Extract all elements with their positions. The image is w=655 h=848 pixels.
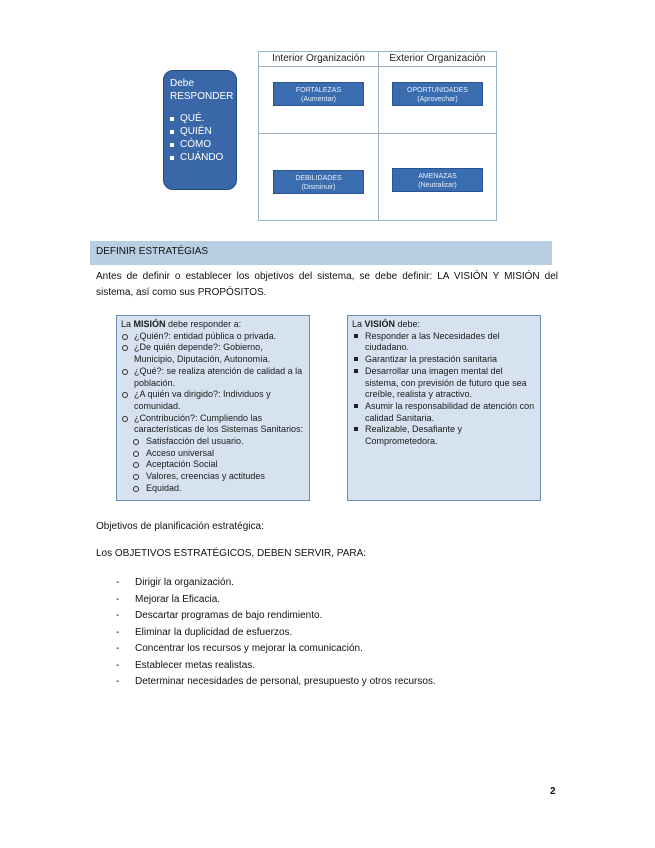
mission-subitem: Acceso universal bbox=[121, 448, 305, 460]
debilidades-box bbox=[273, 170, 364, 194]
swot-header-exterior: Exterior Organización bbox=[379, 52, 496, 67]
mission-item: ¿Contribución?: Cumpliendo las características de los Sistemas Sanitarios: bbox=[121, 413, 305, 436]
objective-item: - Mejorar la Eficacia. bbox=[116, 592, 436, 609]
section-header: DEFINIR ESTRATÉGIAS bbox=[90, 241, 552, 265]
swot-divider-horizontal bbox=[259, 133, 496, 134]
mission-item: ¿A quién va dirigido?: Individuos y comunidad. bbox=[121, 389, 305, 412]
fortalezas-sub: (Aumentar) bbox=[300, 96, 336, 103]
objective-item: - Eliminar la duplicidad de esfuerzos. bbox=[116, 625, 436, 642]
vision-item: Realizable, Desafiante y Comprometedora. bbox=[352, 424, 536, 447]
mission-subitem: Equidad. bbox=[121, 483, 305, 495]
mission-item: ¿Quién?: entidad pública o privada. bbox=[121, 331, 305, 343]
intro-paragraph bbox=[96, 269, 558, 301]
vision-item: Garantizar la prestación sanitaria bbox=[352, 354, 536, 366]
vision-lead-a: La bbox=[352, 319, 365, 329]
mission-item: ¿Qué?: se realiza atención de calidad a la población. bbox=[121, 366, 305, 389]
swot-matrix bbox=[258, 51, 497, 221]
respond-item: CUÁNDO bbox=[170, 151, 230, 164]
oportunidades-sub: (Aprovechar) bbox=[417, 96, 458, 103]
objectives-lead: Los OBJETIVOS ESTRATÉGICOS, DEBEN SERVIR, PARA: bbox=[96, 548, 367, 559]
fortalezas-title: FORTALEZAS bbox=[295, 87, 342, 94]
vision-lead-b: debe: bbox=[395, 319, 421, 329]
vision-panel bbox=[347, 315, 541, 501]
amenazas-title: AMENAZAS bbox=[418, 173, 457, 180]
mission-lead-b: debe responder a: bbox=[165, 319, 242, 329]
respond-list bbox=[170, 112, 230, 164]
amenazas-box bbox=[392, 168, 483, 192]
swot-header-interior: Interior Organización bbox=[259, 52, 378, 67]
respond-box bbox=[163, 70, 237, 190]
mission-lead-a: La bbox=[121, 319, 134, 329]
objective-item: - Establecer metas realistas. bbox=[116, 658, 436, 675]
respond-item: QUÉ. bbox=[170, 112, 230, 125]
swot-divider-vertical bbox=[378, 52, 379, 220]
mission-subitem: Satisfacción del usuario. bbox=[121, 436, 305, 448]
objectives-list bbox=[116, 575, 436, 691]
intro-propositos: PROPÓSITOS. bbox=[197, 287, 267, 298]
mission-subitem: Valores, creencias y actitudes bbox=[121, 471, 305, 483]
vision-item: Asumir la responsabilidad de atención con calidad Sanitaria. bbox=[352, 401, 536, 424]
respond-item: QUIÉN bbox=[170, 125, 230, 138]
mission-item: ¿De quién depende?: Gobierno, Municipio, Diputación, Autonomía. bbox=[121, 342, 305, 365]
debilidades-sub: (Disminuir) bbox=[301, 184, 336, 191]
vision-item: Responder a las Necesidades del ciudadano. bbox=[352, 331, 536, 354]
vision-lead-bold: VISIÓN bbox=[364, 319, 396, 329]
objective-item: - Dirigir la organización. bbox=[116, 575, 436, 592]
vision-lead bbox=[352, 319, 536, 331]
vision-item: Desarrollar una imagen mental del sistema, con previsión de futuro que sea creíble, realista y atractivo. bbox=[352, 366, 536, 401]
vision-list bbox=[352, 331, 536, 448]
respond-box-title: Debe RESPONDER bbox=[170, 78, 234, 102]
objectives-heading: Objetivos de planificación estratégica: bbox=[96, 521, 264, 532]
mission-lead-bold: MISIÓN bbox=[133, 319, 166, 329]
debilidades-title: DEBILIDADES bbox=[295, 175, 342, 182]
fortalezas-box bbox=[273, 82, 364, 106]
objective-item: - Determinar necesidades de personal, presupuesto y otros recursos. bbox=[116, 674, 436, 691]
amenazas-sub: (Neutralizar) bbox=[418, 182, 457, 189]
mission-subitem: Aceptación Social bbox=[121, 459, 305, 471]
objective-item: - Descartar programas de bajo rendimiento. bbox=[116, 608, 436, 625]
respond-item: CÓMO bbox=[170, 138, 230, 151]
mission-panel bbox=[116, 315, 310, 501]
mission-list bbox=[121, 331, 305, 495]
intro-text: Antes de definir o establecer los objetivos del sistema, se debe definir: LA VISIÓN Y MISIÓN del sistema, así como sus bbox=[96, 271, 558, 298]
oportunidades-box bbox=[392, 82, 483, 106]
objective-item: - Concentrar los recursos y mejorar la comunicación. bbox=[116, 641, 436, 658]
oportunidades-title: OPORTUNIDADES bbox=[407, 87, 468, 94]
page-number: 2 bbox=[550, 786, 556, 797]
mission-lead bbox=[121, 319, 305, 331]
